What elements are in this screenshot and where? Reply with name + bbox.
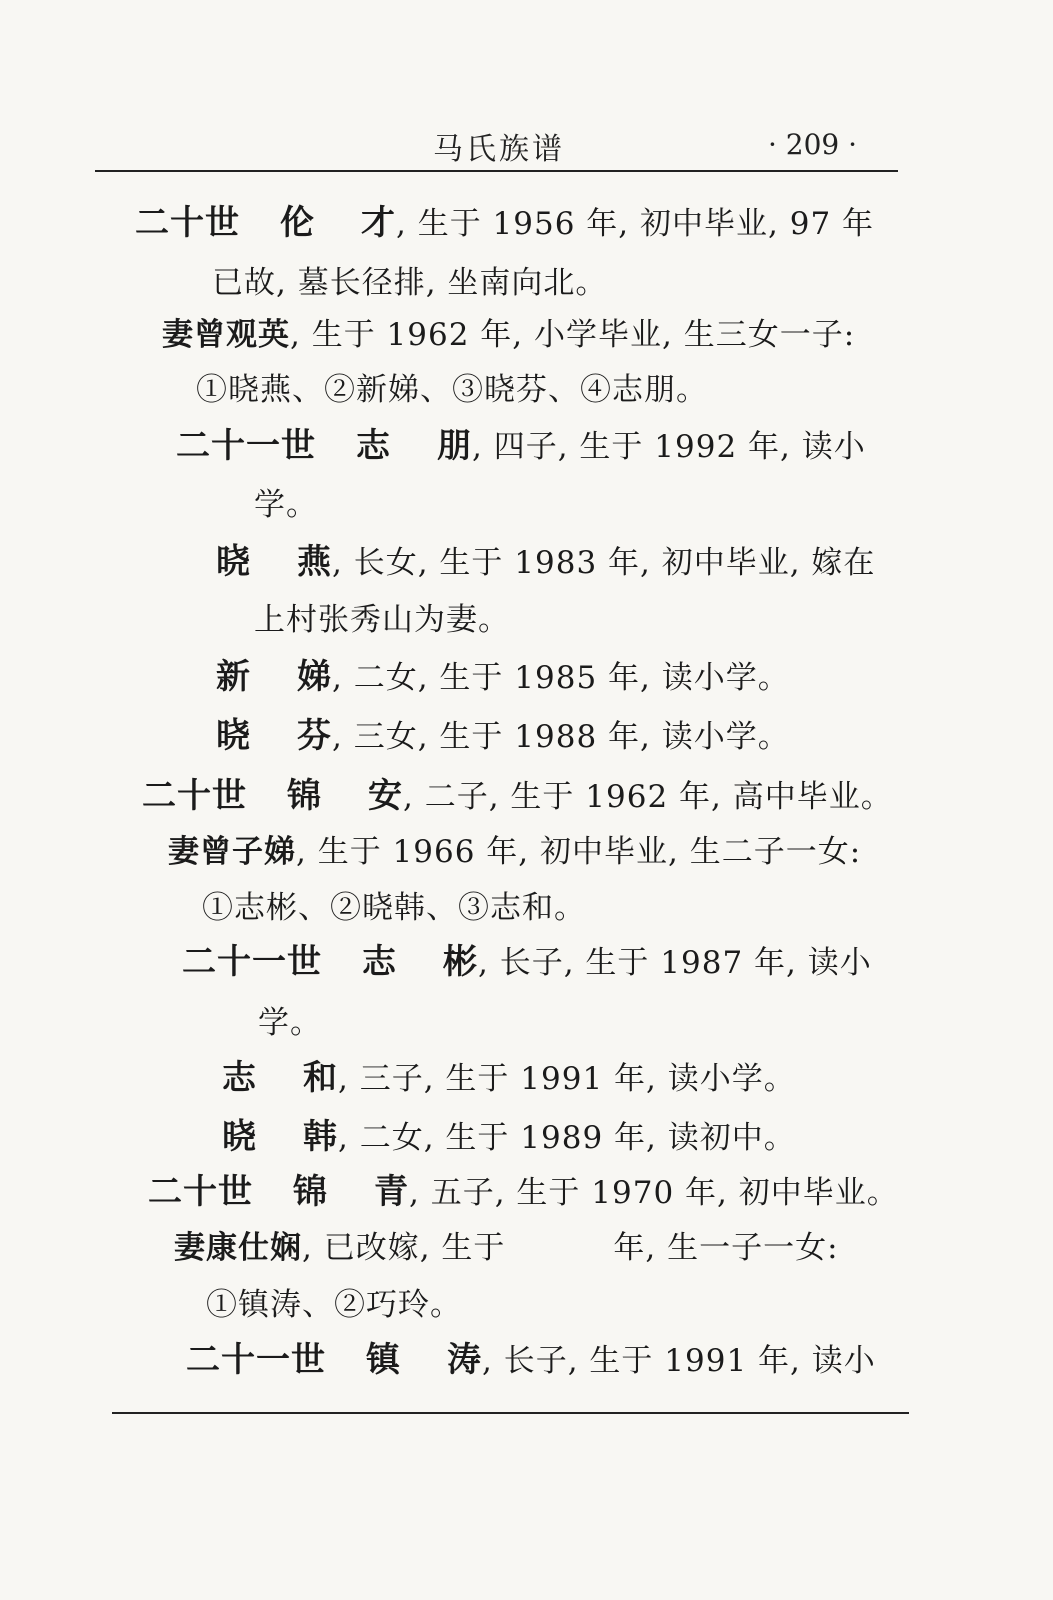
person-name-char: 安 (368, 776, 403, 816)
entry-line (216, 657, 790, 698)
person-name-char: 志 (362, 942, 397, 982)
entry-text: , 三子, 生于 1991 年, 读小学。 (338, 1061, 796, 1097)
person-name-char: 韩 (303, 1117, 338, 1157)
entry-text: 年, 生一子一女: (613, 1230, 839, 1266)
entry-text: , 已改嫁, 生于 (302, 1230, 506, 1266)
wife-name: 妻曾观英 (162, 317, 290, 353)
person-name-char: 伦 (280, 203, 315, 243)
person-name-char: 彬 (443, 942, 478, 982)
person-name-char: 晓 (216, 716, 251, 756)
entry-text: , 四子, 生于 1992 年, 读小 (472, 429, 866, 465)
person-name-char: 和 (303, 1058, 338, 1098)
entry-line (222, 1117, 796, 1158)
entry-continuation: 上村张秀山为妻。 (254, 602, 510, 638)
entry-line (142, 776, 893, 817)
person-name-char: 新 (216, 657, 251, 697)
entry-line (176, 426, 866, 467)
person-name-char: 志 (356, 426, 391, 466)
person-name-char: 朋 (437, 426, 472, 466)
person-name-char: 才 (361, 203, 396, 243)
wife-line (174, 1228, 839, 1268)
person-name-char: 青 (374, 1172, 409, 1212)
entry-text: , 生于 1956 年, 初中毕业, 97 年 (396, 206, 875, 242)
children-list: ①晓燕、②新娣、③晓芬、④志朋。 (196, 372, 708, 408)
person-name-char: 晓 (216, 542, 251, 582)
entry-line (182, 942, 872, 983)
entry-text: , 生于 1962 年, 小学毕业, 生三女一子: (290, 317, 856, 353)
entry-continuation: 已故, 墓长径排, 坐南向北。 (212, 265, 608, 301)
page-number: · 209 · (768, 128, 858, 161)
entry-text: , 三女, 生于 1988 年, 读小学。 (332, 719, 790, 755)
person-name-char: 涛 (447, 1340, 482, 1380)
wife-name: 妻曾子娣 (168, 834, 296, 870)
person-name-char: 锦 (287, 776, 322, 816)
entry-text: , 长子, 生于 1991 年, 读小 (482, 1343, 876, 1379)
book-title: 马氏族谱 (433, 132, 565, 167)
entry-continuation: 学。 (258, 1005, 322, 1041)
entry-continuation: 学。 (254, 487, 318, 523)
footer-rule (112, 1412, 909, 1414)
person-name-char: 芬 (297, 716, 332, 756)
person-name-char: 晓 (222, 1117, 257, 1157)
wife-name: 妻康仕娴 (174, 1230, 302, 1266)
entry-line (216, 716, 790, 757)
person-name-char: 娣 (297, 657, 332, 697)
generation-label: 二十世 (142, 776, 247, 816)
person-name-char: 镇 (366, 1340, 401, 1380)
entry-line (222, 1058, 796, 1099)
entry-text: , 二女, 生于 1989 年, 读初中。 (338, 1120, 796, 1156)
entry-line (135, 203, 874, 244)
generation-label: 二十一世 (186, 1340, 326, 1380)
generation-label: 二十一世 (182, 942, 322, 982)
person-name-char: 志 (222, 1058, 257, 1098)
entry-text: , 长子, 生于 1987 年, 读小 (478, 945, 872, 981)
children-list: ①镇涛、②巧玲。 (206, 1287, 462, 1323)
person-name-char: 锦 (293, 1172, 328, 1212)
entry-text: , 二女, 生于 1985 年, 读小学。 (332, 660, 790, 696)
entry-text: , 二子, 生于 1962 年, 高中毕业。 (403, 779, 893, 815)
generation-label: 二十世 (148, 1172, 253, 1212)
entry-text: , 五子, 生于 1970 年, 初中毕业。 (409, 1175, 899, 1211)
generation-label: 二十一世 (176, 426, 316, 466)
entry-text: , 生于 1966 年, 初中毕业, 生二子一女: (296, 834, 862, 870)
wife-line (168, 832, 861, 872)
person-name-char: 燕 (297, 542, 332, 582)
entry-line (216, 542, 875, 583)
wife-line (162, 315, 855, 355)
entry-line (186, 1340, 876, 1381)
generation-label: 二十世 (135, 203, 240, 243)
entry-text: , 长女, 生于 1983 年, 初中毕业, 嫁在 (332, 545, 876, 581)
header-rule (95, 170, 898, 172)
children-list: ①志彬、②晓韩、③志和。 (202, 890, 586, 926)
entry-line (148, 1172, 899, 1213)
